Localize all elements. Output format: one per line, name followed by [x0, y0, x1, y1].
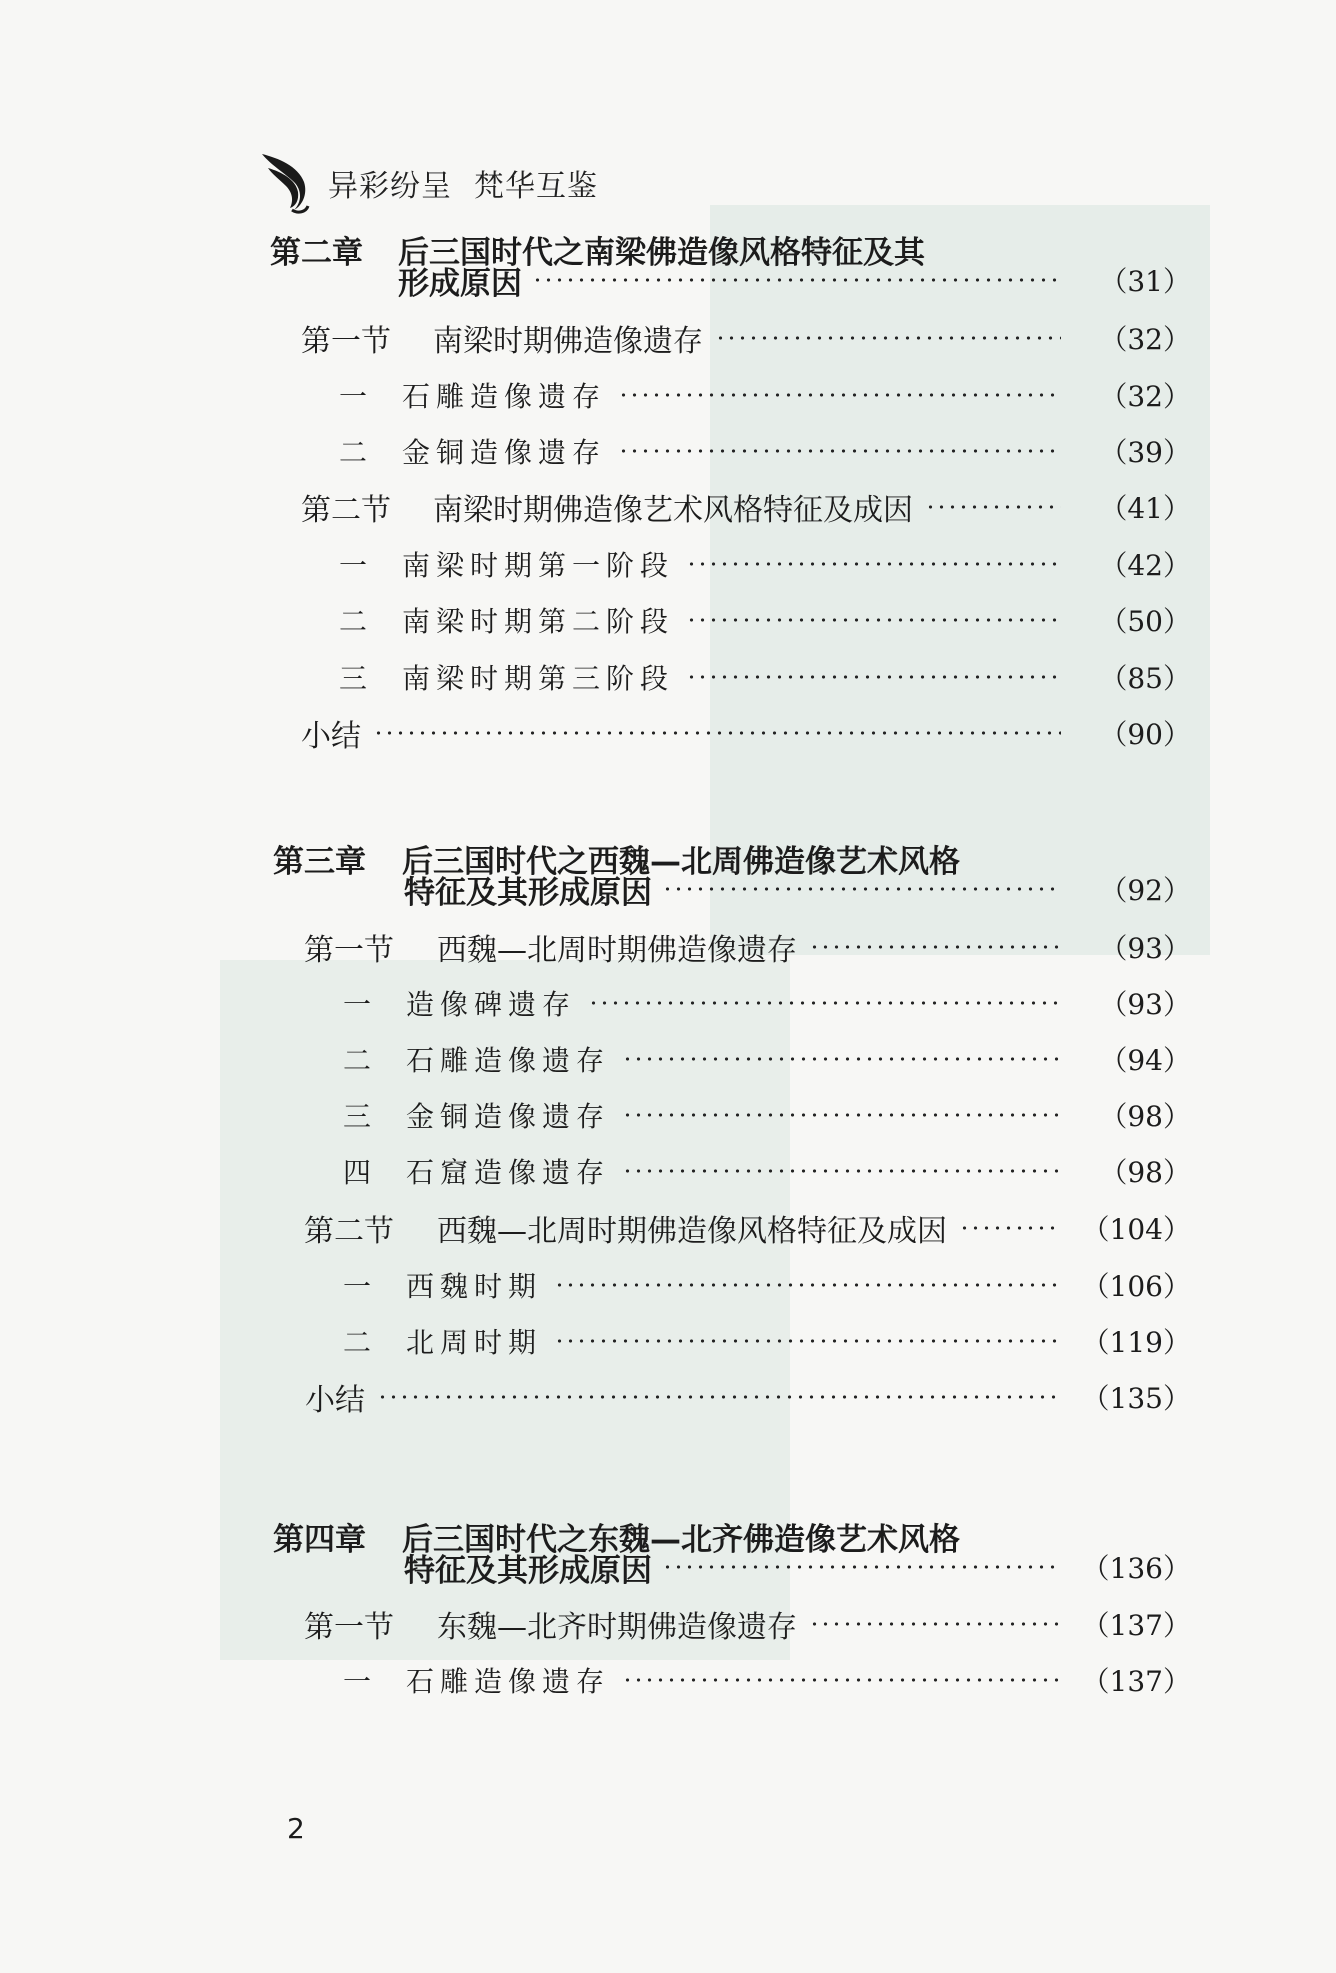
dot-leader	[662, 887, 1061, 891]
header-title-part: 梵华互鉴	[474, 169, 598, 204]
page-ref: （85）	[1099, 662, 1191, 695]
item-title: 北周时期	[406, 1326, 543, 1359]
item-title: 造像碑遗存	[406, 988, 577, 1021]
page-ref: （32）	[1099, 323, 1191, 356]
summary-title: 小结	[305, 1383, 365, 1418]
page-ref: （93）	[1099, 932, 1191, 965]
item-title: 石雕造像遗存	[402, 380, 607, 413]
page-number: 2	[287, 1812, 305, 1845]
page-ref: （32）	[1099, 380, 1191, 413]
item-title: 金铜造像遗存	[402, 436, 607, 469]
toc-item-row	[0, 595, 1336, 645]
chapter-title: 后三国时代之西魏—北周佛造像艺术风格	[402, 843, 960, 880]
item-title: 南梁时期第二阶段	[402, 605, 675, 638]
item-title: 西魏时期	[406, 1270, 543, 1303]
item-number: 一	[343, 1665, 372, 1698]
chapter-title-cont: 特征及其形成原因	[404, 1552, 652, 1589]
dot-leader	[532, 278, 1061, 282]
dot-leader	[373, 731, 1061, 735]
item-number: 一	[343, 1270, 372, 1303]
chapter-title: 后三国时代之东魏—北齐佛造像艺术风格	[402, 1521, 960, 1558]
section-label: 第二节	[304, 1214, 394, 1249]
page-ref: （41）	[1099, 492, 1191, 525]
item-number: 三	[339, 662, 368, 695]
item-number: 二	[339, 605, 368, 638]
dot-leader	[925, 505, 1061, 509]
toc-section-row	[0, 482, 1336, 532]
dot-leader	[959, 1226, 1061, 1230]
toc-item-row	[0, 1090, 1336, 1140]
section-title: 南梁时期佛造像艺术风格特征及成因	[433, 493, 913, 528]
dot-leader	[622, 1113, 1061, 1117]
chapter-title-cont: 形成原因	[398, 265, 522, 302]
item-number: 二	[343, 1044, 372, 1077]
toc-summary-row	[0, 708, 1336, 758]
toc-section-row	[0, 313, 1336, 363]
chapter-title-cont: 特征及其形成原因	[404, 874, 652, 911]
page-ref: （90）	[1099, 718, 1191, 751]
running-header	[258, 148, 598, 218]
page-ref: （98）	[1099, 1100, 1191, 1133]
item-number: 一	[339, 549, 368, 582]
page-ref: （31）	[1099, 265, 1191, 298]
dot-leader	[715, 336, 1061, 340]
swirl-logo-icon	[258, 148, 322, 218]
toc-item-row	[0, 426, 1336, 476]
item-number: 一	[339, 380, 368, 413]
chapter-label: 第四章	[273, 1521, 366, 1558]
dot-leader	[377, 1395, 1061, 1399]
page-ref: （93）	[1099, 988, 1191, 1021]
header-title-part: 异彩纷呈	[328, 169, 452, 204]
page-ref: （137）	[1081, 1665, 1191, 1698]
page-ref: （136）	[1081, 1552, 1191, 1585]
item-number: 四	[343, 1156, 372, 1189]
page-ref: （42）	[1099, 549, 1191, 582]
page-ref: （137）	[1081, 1609, 1191, 1642]
dot-leader	[686, 675, 1061, 679]
toc-section-row	[0, 922, 1336, 972]
section-title: 东魏—北齐时期佛造像遗存	[437, 1610, 797, 1645]
summary-title: 小结	[301, 719, 361, 754]
dot-leader	[554, 1339, 1061, 1343]
section-title: 西魏—北周时期佛造像遗存	[437, 933, 797, 968]
item-number: 一	[343, 988, 372, 1021]
page-ref: （106）	[1081, 1270, 1191, 1303]
toc-item-row	[0, 1146, 1336, 1196]
toc-item-row	[0, 1034, 1336, 1084]
toc-item-row	[0, 1655, 1336, 1705]
dot-leader	[809, 945, 1061, 949]
section-label: 第一节	[304, 933, 394, 968]
toc-item-row	[0, 1260, 1336, 1310]
chapter-label: 第二章	[270, 234, 363, 271]
toc-chapter-row-cont	[0, 255, 1336, 305]
dot-leader	[809, 1622, 1061, 1626]
page-ref: （94）	[1099, 1044, 1191, 1077]
item-title: 南梁时期第三阶段	[402, 662, 675, 695]
toc-section-row	[0, 1599, 1336, 1649]
page-ref: （92）	[1099, 874, 1191, 907]
item-title: 石雕造像遗存	[406, 1665, 611, 1698]
dot-leader	[618, 449, 1061, 453]
dot-leader	[686, 618, 1061, 622]
section-label: 第二节	[301, 493, 391, 528]
dot-leader	[622, 1169, 1061, 1173]
header-title	[328, 161, 598, 205]
section-label: 第一节	[301, 324, 391, 359]
page-ref: （104）	[1081, 1213, 1191, 1246]
toc-section-row	[0, 1203, 1336, 1253]
item-number: 二	[343, 1326, 372, 1359]
page-ref: （119）	[1081, 1326, 1191, 1359]
dot-leader	[662, 1565, 1061, 1569]
toc-item-row	[0, 539, 1336, 589]
item-number: 二	[339, 436, 368, 469]
dot-leader	[588, 1001, 1061, 1005]
toc-item-row	[0, 978, 1336, 1028]
dot-leader	[618, 393, 1061, 397]
dot-leader	[622, 1678, 1061, 1682]
dot-leader	[622, 1057, 1061, 1061]
toc-item-row	[0, 370, 1336, 420]
toc-item-row	[0, 1316, 1336, 1366]
page-ref: （135）	[1081, 1382, 1191, 1415]
page-ref: （98）	[1099, 1156, 1191, 1189]
page-ref: （50）	[1099, 605, 1191, 638]
toc-item-row	[0, 652, 1336, 702]
toc-chapter-row-cont	[0, 1542, 1336, 1592]
section-title: 西魏—北周时期佛造像风格特征及成因	[437, 1214, 947, 1249]
chapter-title: 后三国时代之南梁佛造像风格特征及其	[398, 234, 925, 271]
item-title: 石雕造像遗存	[406, 1044, 611, 1077]
toc-chapter-row-cont	[0, 864, 1336, 914]
dot-leader	[554, 1283, 1061, 1287]
item-title: 南梁时期第一阶段	[402, 549, 675, 582]
dot-leader	[686, 562, 1061, 566]
page-ref: （39）	[1099, 436, 1191, 469]
section-label: 第一节	[304, 1610, 394, 1645]
item-title: 石窟造像遗存	[406, 1156, 611, 1189]
section-title: 南梁时期佛造像遗存	[433, 324, 703, 359]
item-title: 金铜造像遗存	[406, 1100, 611, 1133]
toc-summary-row	[0, 1372, 1336, 1422]
chapter-label: 第三章	[273, 843, 366, 880]
item-number: 三	[343, 1100, 372, 1133]
